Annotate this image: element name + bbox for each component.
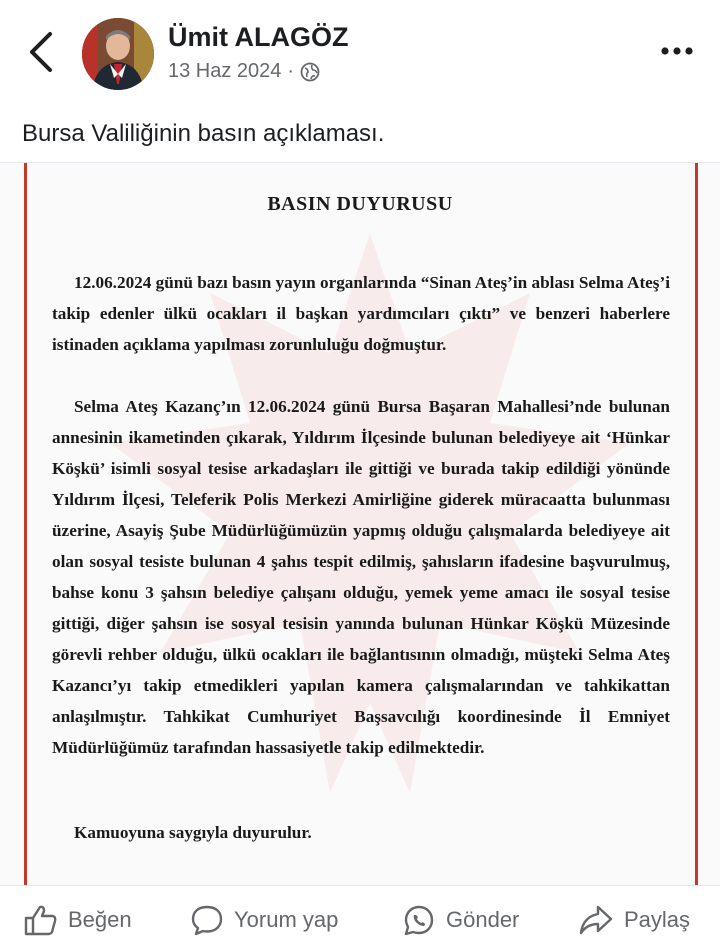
send-label: Gönder bbox=[446, 907, 520, 932]
avatar[interactable] bbox=[82, 18, 154, 90]
comment-label: Yorum yap bbox=[234, 907, 339, 932]
thumbs-up-icon bbox=[24, 904, 58, 936]
document-border-left bbox=[24, 163, 27, 885]
meta-separator: · bbox=[287, 60, 295, 82]
paragraph-1-text: 12.06.2024 günü bazı basın yayın organlarında “Sinan Ateş’in ablası Selma Ateş’i takip edenler ülkü ocakları il başkan yardımcıları çıktı” ve benzeri haberlere istinaden açıklama yapılması zorunluluğu doğmuştur. bbox=[52, 273, 670, 354]
post-caption: Bursa Valiliğinin basın açıklaması. bbox=[22, 120, 385, 147]
paragraph-2-text: Selma Ateş Kazanç’ın 12.06.2024 günü Bursa Başaran Mahallesi’nde bulunan annesinin ikametinden çıkarak, Yıldırım İlçesinde bulunan belediyeye ait ‘Hünkar Köşkü’ isimli sosyal tesise arkadaşları ile gittiği ve burada takip edildiği yönünde Yıldırım İlçesi, Teleferik Polis Merkezi Amirliğine giderek müracaatta bulunması üzerine, Asayiş Şube Müdürlüğümüzün yapmış olduğu çalışmalarda belediyeye ait olan sosyal tesiste bulunan 4 şahıs tespit edilmiş, şahısların ifadesine başvurulmuş, bahse konu 3 şahsın belediye çalışanı olduğu, yemek yeme amacı ile sosyal tesise gittiği, diğer şahsın ise sosyal tesisin yanında bulunan Hünkar Köşkü Müzesinde görevli rehber olduğu, ülkü ocakları ile bağlantısının olmadığı, müşteki Selma Ateş Kazancı’yı takip etmedikleri yapılan kamera çalışmalarından ve tahkikattan anlaşılmıştır. Tahkikat Cumhuriyet Başsavcılığı koordinesinde İl Emniyet Müdürlüğümüz tarafından hassasiyetle takip edilmektedir. bbox=[52, 397, 670, 757]
document-title: BASIN DUYURUSU bbox=[267, 193, 453, 215]
post-date[interactable]: 13 Haz 2024 bbox=[168, 60, 282, 82]
share-label: Paylaş bbox=[624, 907, 691, 932]
document-paragraph-2 bbox=[52, 391, 670, 763]
avatar-portrait-icon bbox=[82, 18, 154, 90]
like-button[interactable] bbox=[24, 904, 132, 936]
document-closing bbox=[52, 817, 670, 848]
globe-icon bbox=[300, 62, 320, 82]
press-release-image[interactable] bbox=[0, 163, 720, 885]
send-button[interactable] bbox=[402, 904, 519, 936]
post-action-bar bbox=[0, 885, 720, 952]
post-meta bbox=[168, 60, 320, 83]
closing-text: Kamuoyuna saygıyla duyurulur. bbox=[74, 823, 312, 842]
share-arrow-icon bbox=[578, 904, 614, 936]
share-button[interactable] bbox=[578, 904, 690, 936]
comment-button[interactable] bbox=[190, 904, 338, 936]
more-options-icon[interactable] bbox=[660, 46, 694, 56]
comment-bubble-icon bbox=[190, 904, 224, 936]
back-arrow-icon[interactable] bbox=[22, 28, 62, 76]
document-border-right bbox=[695, 163, 698, 885]
whatsapp-icon bbox=[402, 904, 436, 936]
like-label: Beğen bbox=[68, 907, 132, 932]
post-header bbox=[0, 0, 720, 108]
author-name[interactable]: Ümit ALAGÖZ bbox=[168, 22, 349, 52]
document-paragraph-1 bbox=[52, 267, 670, 360]
